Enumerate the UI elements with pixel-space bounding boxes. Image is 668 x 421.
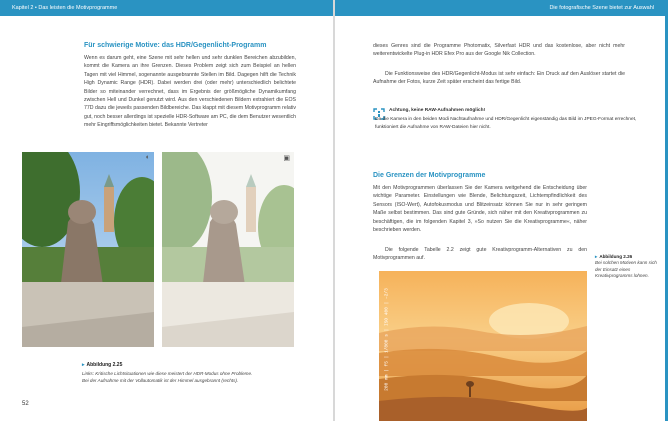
body-paragraph-4: Die folgende Tabelle 2.2 zeigt gute Kreativprogramm-Alternativen zu den Motivprogrammen auf.	[373, 247, 587, 262]
section-header-text: Die fotografische Szene bietet zur Auswahl	[549, 5, 654, 11]
figure-caption-line-2: Bei der Aufnahme mit der Vollautomatik ist der Himmel ausgebrannt (rechts).	[82, 378, 239, 383]
info-box	[375, 107, 637, 131]
running-header-right	[335, 0, 668, 16]
chapter-header-text: Kapitel 2 • Das leisten die Motivprogramme	[12, 5, 118, 11]
page-number: 52	[22, 401, 29, 407]
body-paragraph: Wenn es darum geht, eine Szene mit sehr hellen und sehr dunklen Bereichen abzubilden, kommt die Kamera an ihre Grenzen. Dieses Problem zeigt sich zum Beispiel an hellen Tagen mit viel Himmel, sogenannte ausgebrannte Stellen im Bild. Dagegen hilft die Technik High Dynamic Range (HDR). Dabei werden drei (oder mehr) unterschiedlich belichtete Bilder so miteinander verrechnet, dass im Ergebnis der größmögliche Dynamikumfang zwischen Hell und Dunkel genutzt wird. Aus den verschiedenen Bildern extrahiert die EOS 77D dazu die jeweils passenden Bildbereiche. Das klappt mit diesem Motivprogramm relativ gut, noch besser allerdings ist spezielle HDR-Software am PC, die dem Benutzer wesentlich mehr Eingriffsmöglichkeiten bietet. Bekannte Vertreter	[84, 55, 296, 129]
side-caption	[595, 254, 661, 280]
section-heading-right: Die Grenzen der Motivprogramme	[373, 172, 486, 179]
side-caption-text: Bei solchen Motiven kann sich der Einsatz eines Kreativprogramms lohnen.	[595, 260, 657, 279]
photo-hdr	[22, 152, 154, 347]
exif-label: 200 mm | f5 | 1/800 s | ISO 400 | –2/3	[384, 288, 390, 391]
caption-title-text: Abbildung 2.25	[86, 362, 123, 368]
arrow-icon: ▸	[82, 362, 85, 368]
body-paragraph-3: Mit den Motivprogrammen überlassen Sie der Kamera weitgehend die Entscheidung über wichtige Parameter. Einstellungen wie Blende, Belichtungszeit, Lichtempfindlichkeit des Sensors (ISO-Wert), Autofokusmodus und Blitzeinsatz können Sie nur in sehr geringem Maße selbst bestimmen. Das sind gute Gründe, sich näher mit den Kreativprogrammen zu beschäftigen, die im folgenden Kapitel 3, »So nutzen Sie die Kreativprogramme«, näher beschrieben werden.	[373, 185, 587, 234]
right-page	[335, 0, 668, 421]
sunset-illustration	[379, 271, 587, 421]
body-paragraph-2: Die Funktionsweise des HDR/Gegenlicht-Modus ist sehr einfach: Ein Druck auf den Auslöser startet die Aufnahme der Fotos, kurze Zeit später erscheint das fertige Bild.	[373, 71, 625, 86]
info-box-title: Achtung, keine RAW-Aufnahmen möglich!	[389, 108, 486, 113]
arrow-icon-right: ▸	[595, 254, 598, 259]
side-caption-title-text: Abbildung 2.26	[599, 254, 633, 259]
sunset-photo	[379, 271, 587, 421]
hdr-mode-icon: ◐	[145, 154, 150, 161]
auto-photo-illustration	[162, 152, 294, 347]
running-header	[0, 0, 333, 16]
hdr-photo-illustration	[22, 152, 154, 347]
figure-caption-line-1: Links: Kritische Lichtsituationen wie diese meistert der HDR-Modus ohne Probleme.	[82, 371, 253, 376]
body-paragraph-1: dieses Genres sind die Programme Photomatix, Silverfast HDR und das kostenlose, aber nicht mehr weiterentwickelte Plug-in HDR Efex Pro aus der Google Nik Collection.	[373, 43, 625, 58]
section-heading: Für schwierige Motive: das HDR/Gegenlicht-Programm	[84, 42, 267, 49]
figure-caption-title	[82, 362, 122, 368]
auto-mode-icon: ▣	[283, 155, 290, 162]
info-box-text: Da die Kamera in den beiden Modi Nachtaufnahme und HDR/Gegenlicht eigenständig das Bild im JPEG-Format errechnet, funktioniert die Aufnahme von RAW-Dateien hier nicht.	[375, 117, 637, 130]
left-page	[0, 0, 333, 421]
photo-auto	[162, 152, 294, 347]
